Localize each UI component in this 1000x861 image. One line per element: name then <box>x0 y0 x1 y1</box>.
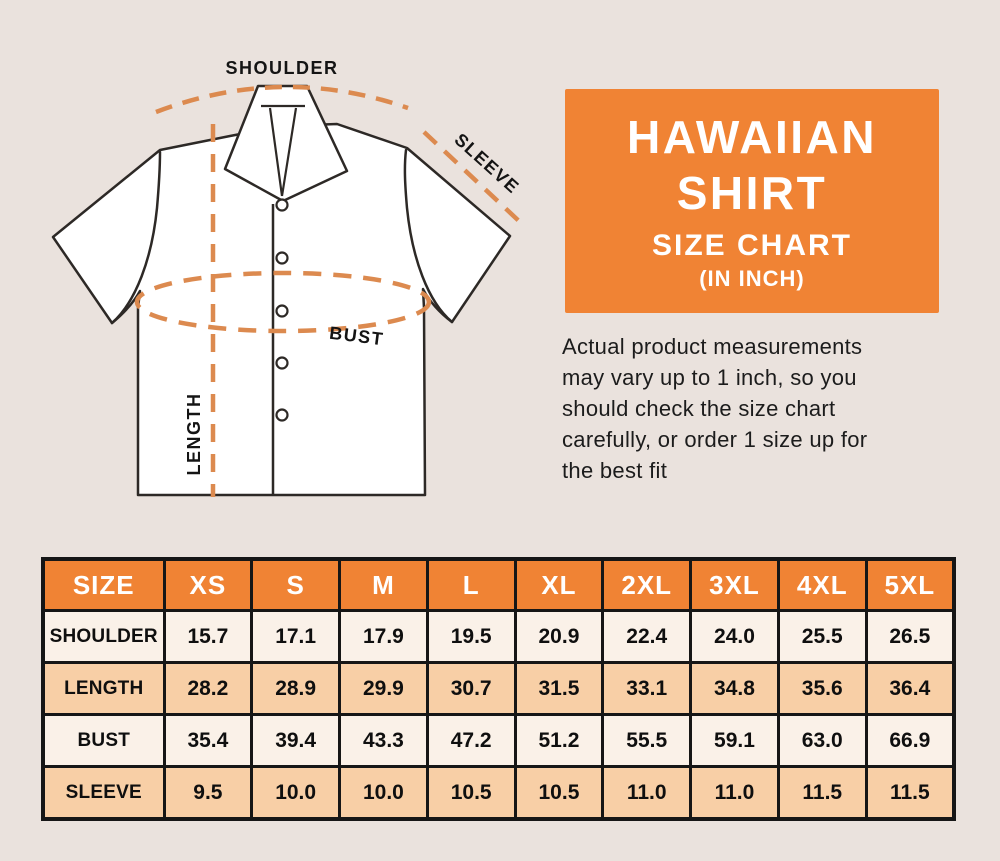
cell-shoulder-l: 19.5 <box>427 611 515 663</box>
bust-label: BUST <box>328 322 386 350</box>
cell-sleeve-l: 10.5 <box>427 767 515 820</box>
cell-length-l: 30.7 <box>427 663 515 715</box>
cell-sleeve-2xl: 11.0 <box>603 767 691 820</box>
shirt-measurement-diagram <box>20 30 540 550</box>
cell-length-s: 28.9 <box>252 663 340 715</box>
cell-bust-xl: 51.2 <box>515 715 603 767</box>
title-box <box>565 89 939 313</box>
cell-bust-5xl: 66.9 <box>866 715 954 767</box>
note-line: should check the size chart <box>562 396 836 421</box>
row-label-shoulder: SHOULDER <box>43 611 164 663</box>
table-row-length <box>43 663 954 715</box>
shirt-diagram-svg <box>20 30 540 550</box>
header-4xl: 4XL <box>778 559 866 611</box>
length-label: LENGTH <box>184 392 204 476</box>
cell-shoulder-2xl: 22.4 <box>603 611 691 663</box>
cell-bust-m: 43.3 <box>340 715 428 767</box>
cell-sleeve-m: 10.0 <box>340 767 428 820</box>
cell-shoulder-3xl: 24.0 <box>691 611 779 663</box>
header-xs: XS <box>164 559 252 611</box>
cell-bust-2xl: 55.5 <box>603 715 691 767</box>
cell-sleeve-4xl: 11.5 <box>778 767 866 820</box>
table-row-sleeve <box>43 767 954 820</box>
cell-shoulder-m: 17.9 <box>340 611 428 663</box>
title-line-3: SIZE CHART <box>652 229 852 262</box>
cell-sleeve-xl: 10.5 <box>515 767 603 820</box>
cell-length-xl: 31.5 <box>515 663 603 715</box>
cell-shoulder-s: 17.1 <box>252 611 340 663</box>
note-line: carefully, or order 1 size up for <box>562 427 868 452</box>
cell-sleeve-3xl: 11.0 <box>691 767 779 820</box>
header-l: L <box>427 559 515 611</box>
cell-length-xs: 28.2 <box>164 663 252 715</box>
note-line: Actual product measurements <box>562 334 863 359</box>
row-label-sleeve: SLEEVE <box>43 767 164 820</box>
cell-bust-4xl: 63.0 <box>778 715 866 767</box>
header-5xl: 5XL <box>866 559 954 611</box>
header-2xl: 2XL <box>603 559 691 611</box>
cell-length-4xl: 35.6 <box>778 663 866 715</box>
cell-sleeve-5xl: 11.5 <box>866 767 954 820</box>
cell-shoulder-5xl: 26.5 <box>866 611 954 663</box>
note-line: may vary up to 1 inch, so you <box>562 365 857 390</box>
cell-bust-l: 47.2 <box>427 715 515 767</box>
title-line-4: (IN INCH) <box>699 266 805 291</box>
header-3xl: 3XL <box>691 559 779 611</box>
table-row-shoulder <box>43 611 954 663</box>
table-header-row <box>43 559 954 611</box>
note-line: the best fit <box>562 458 668 483</box>
table-row-bust <box>43 715 954 767</box>
header-s: S <box>252 559 340 611</box>
measurement-note <box>562 331 972 486</box>
title-line-2: SHIRT <box>676 167 828 219</box>
row-label-bust: BUST <box>43 715 164 767</box>
cell-length-5xl: 36.4 <box>866 663 954 715</box>
cell-length-3xl: 34.8 <box>691 663 779 715</box>
cell-shoulder-4xl: 25.5 <box>778 611 866 663</box>
cell-sleeve-xs: 9.5 <box>164 767 252 820</box>
header-size: SIZE <box>43 559 164 611</box>
cell-bust-s: 39.4 <box>252 715 340 767</box>
cell-bust-3xl: 59.1 <box>691 715 779 767</box>
sleeve-label: SLEEVE <box>450 129 524 198</box>
shoulder-label: SHOULDER <box>225 58 339 78</box>
row-label-length: LENGTH <box>43 663 164 715</box>
size-table <box>41 557 956 821</box>
cell-length-m: 29.9 <box>340 663 428 715</box>
cell-bust-xs: 35.4 <box>164 715 252 767</box>
title-line-1: HAWAIIAN <box>627 111 877 163</box>
cell-shoulder-xl: 20.9 <box>515 611 603 663</box>
cell-sleeve-s: 10.0 <box>252 767 340 820</box>
cell-length-2xl: 33.1 <box>603 663 691 715</box>
header-xl: XL <box>515 559 603 611</box>
cell-shoulder-xs: 15.7 <box>164 611 252 663</box>
header-m: M <box>340 559 428 611</box>
